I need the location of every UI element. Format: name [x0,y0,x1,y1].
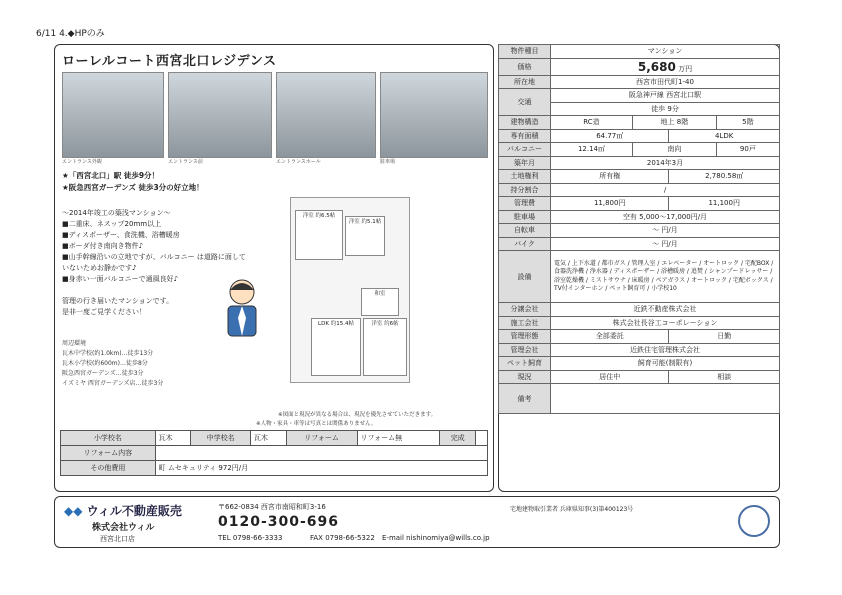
spec-bicycle: ～ 円/月 [551,224,780,238]
spec-price: 5,680 [637,59,676,74]
spec-units: 90戸 [716,143,779,157]
pr-line-1: ★「西宮北口」駅 徒歩9分！ [62,171,160,180]
spec-label: 管理費 [499,197,551,211]
feature-line: ■二重床、ネスップ20mm以上 [62,220,162,228]
spec-label: 管理形態 [499,330,551,344]
pr-line-2: ★阪急西宮ガーデンズ 徒歩3分の好立地！ [62,183,204,192]
email-address[interactable]: E-mail nishinomiya@wills.co.jp [382,534,490,542]
spec-floors: 地上 8階 [632,116,716,130]
spec-built: 2014年3月 [551,156,780,170]
note-2: ※人物・家具・車等は写真とは関係ありません。 [256,421,377,427]
spec-parking: 空有 5,000～17,000円/月 [551,210,780,224]
spec-table: 物件種目 マンション 価格 5,680 万円 所在地 西宮市田代町1-40 交通 阪急神戸線 西宮北口駅 徒歩 9分 建物構造 RC造 地上 8階 5階 専有面積 64.77㎡ 4LDK バルコニー 12.14㎡ 南向 90戸 築年月 2014年3月 土地権利 所有権 2,780.58㎡ 持分割合 / 管理費 11,800円 11,100円 駐車場 空有 5,000～17,000円/月 自転車 ～ 円/月 バイク ～ 円/月 設備 電気 / 上下水道 / 都市ガス / 管理人室 / エレベーター / オートロック / 宅配BOX / 食器洗浄機 / 浄水器 / ディスポーザー / 浴槽暖房 / 追焚 / シャンプードレッサー / 浴室乾燥機 / ミストサウナ / 床暖房 / ペアガラス / オートロック / 宅配ボックス / TV付インターホン / ペット飼育可 / 小学校10 分譲会社 近鉄不動産株式会社 施工会社 株式会社長谷工コーポレーション 管理形態 全部委託 日勤 管理会社 近鉄住宅管理株式会社 ペット飼育 飼育可能(制限有) 現況 居住中 相談 備考 [498,44,780,414]
spec-status: 居住中 [551,370,669,384]
spec-label: 持分割合 [499,183,551,197]
value-reform-content [155,446,487,461]
spec-address: 西宮市田代町1-40 [551,75,780,89]
spec-label: 築年月 [499,156,551,170]
spec-label: 所在地 [499,75,551,89]
room-western-3: 洋室 約6帖 [363,318,407,376]
spec-label: バルコニー [499,143,551,157]
feature-line: ～2014年竣工の築浅マンション～ [62,209,171,217]
label-reform: リフォーム [286,431,357,446]
spec-layout: 4LDK [669,129,780,143]
spec-mgmt-staff: 日勤 [669,330,780,344]
photo-entrance[interactable] [168,72,272,158]
spec-mgmt-type: 全部委託 [551,330,669,344]
spec-label: 交通 [499,89,551,116]
room-western-2: 洋室 約5.1帖 [345,216,385,256]
spec-repair-fee: 11,100円 [669,197,780,211]
access-line: イズミヤ 西宮ガーデンズ店…徒歩3分 [62,380,164,387]
label-other-cost: その他費用 [61,461,156,476]
floor-plan[interactable] [290,197,410,383]
label-reform-content: リフォーム内容 [61,446,156,461]
top-label: 6/11 4.◆HPのみ [36,29,105,39]
room-ldk: LDK 約15.4帖 [311,318,361,376]
feature-line: 管理の行き届いたマンションです。 [62,297,174,305]
room-japanese: 和室 [361,288,399,316]
spec-pet: 飼育可能(制限有) [551,357,780,371]
spec-floor-of: 5階 [716,116,779,130]
tel-number[interactable]: TEL 0798-66-3333 [218,534,283,542]
value-other-cost: 町 ムセキュリティ 972円/月 [155,461,487,476]
value-reform: リフォーム無 [357,431,440,446]
company-address: 〒662-0834 西宮市南昭和町3-16 [218,503,326,511]
spec-label: 物件種目 [499,45,551,59]
spec-label: 駐車場 [499,210,551,224]
label-junior: 中学校名 [191,431,251,446]
company-name: 株式会社ウィル [92,523,155,533]
spec-structure: RC造 [551,116,633,130]
property-name: ローレルコート西宮北口レジデンス [62,54,277,69]
spec-type: マンション [551,45,780,59]
spec-label: 施工会社 [499,316,551,330]
value-junior: 瓦木 [250,431,286,446]
label-complete: 完成 [440,431,476,446]
spec-price-unit: 万円 [678,64,693,73]
logo-mark-icon: ◆◆ [64,504,83,518]
value-elementary: 瓦木 [155,431,191,446]
spec-developer: 近鉄不動産株式会社 [551,303,780,317]
spec-bike: ～ 円/月 [551,237,780,251]
spec-handover: 相談 [669,370,780,384]
spec-label: 価格 [499,58,551,75]
spec-builder: 株式会社長谷工コーポレーション [551,316,780,330]
photo-hall[interactable] [276,72,376,158]
spec-label: バイク [499,237,551,251]
caption-1: エントランス外観 [62,159,102,165]
access-line: 瓦木小学校(約600m)…徒歩8分 [62,360,148,367]
feature-line: ■ディスポーザー、食洗機、浴槽暖房 [62,231,180,239]
spec-label: 備考 [499,384,551,414]
spec-direction: 南向 [632,143,716,157]
spec-mgmt-company: 近鉄住宅管理株式会社 [551,343,780,357]
spec-land-area: 2,780.58㎡ [669,170,780,184]
access-line: 阪急西宮ガーデンズ…徒歩3分 [62,370,144,377]
access-line: 瓦木中学校(約1.0km)…徒歩13分 [62,350,154,357]
feature-line: ■ボーダ付き南向き物件♪ [62,242,144,250]
feature-line: ■山手幹線沿いの立地ですが、バルコニー は道路に面して [62,253,246,261]
presenter-figure-icon [218,276,266,340]
value-complete [475,431,487,446]
license-info: 宅地建物取引業者 兵庫県知事(3)第400123号 [510,506,634,513]
spec-label: 土地権利 [499,170,551,184]
photo-parking[interactable] [380,72,488,158]
spec-area: 64.77㎡ [551,129,669,143]
room-western-1: 洋室 約6.5帖 [295,210,343,260]
school-reform-table [60,430,488,476]
access-line: 周辺環境 [62,340,87,347]
company-logo: ◆◆ ウィル不動産販売 [64,504,182,518]
caption-4: 駐車場 [380,159,396,165]
photo-exterior[interactable] [62,72,164,158]
spec-label: 現況 [499,370,551,384]
spec-land: 所有権 [551,170,669,184]
label-elementary: 小学校名 [61,431,156,446]
spec-label: 管理会社 [499,343,551,357]
spec-equipment: 電気 / 上下水道 / 都市ガス / 管理人室 / エレベーター / オートロック / 宅配BOX / 食器洗浄機 / 浄水器 / ディスポーザー / 浴槽暖房 / 追焚 / シャンプードレッサー / 浴室乾燥機 / ミストサウナ / 床暖房 / ペアガラス / オートロック / 宅配ボックス / TV付インターホン / ペット飼育可 / 小学校10 [551,251,780,303]
reins-seal-icon [738,505,770,537]
spec-label: 専有面積 [499,129,551,143]
feature-line: 是非一度ご見学ください！ [62,308,146,316]
feature-line: ■身赤い一面バルコニーで通風良好♪ [62,275,179,283]
spec-label: ペット飼育 [499,357,551,371]
spec-label: 建物構造 [499,116,551,130]
spec-mgmt-fee: 11,800円 [551,197,669,211]
spec-label: 設備 [499,251,551,303]
toll-free-number[interactable]: 0120-300-696 [218,514,340,530]
spec-label: 自転車 [499,224,551,238]
branch-name: 西宮北口店 [100,535,135,543]
note-1: ※図面と現況が異なる場合は、現況を優先させていただきます。 [278,412,437,418]
spec-station: 阪急神戸線 西宮北口駅 [551,89,780,103]
caption-3: エントランスホール [276,159,321,165]
spec-label: 分譲会社 [499,303,551,317]
fax-number: FAX 0798-66-5322 [310,534,375,542]
spec-walk: 徒歩 9分 [551,102,780,116]
spec-balcony: 12.14㎡ [551,143,633,157]
caption-2: エントランス前 [168,159,203,165]
feature-line: いないためお静かです♪ [62,264,137,272]
